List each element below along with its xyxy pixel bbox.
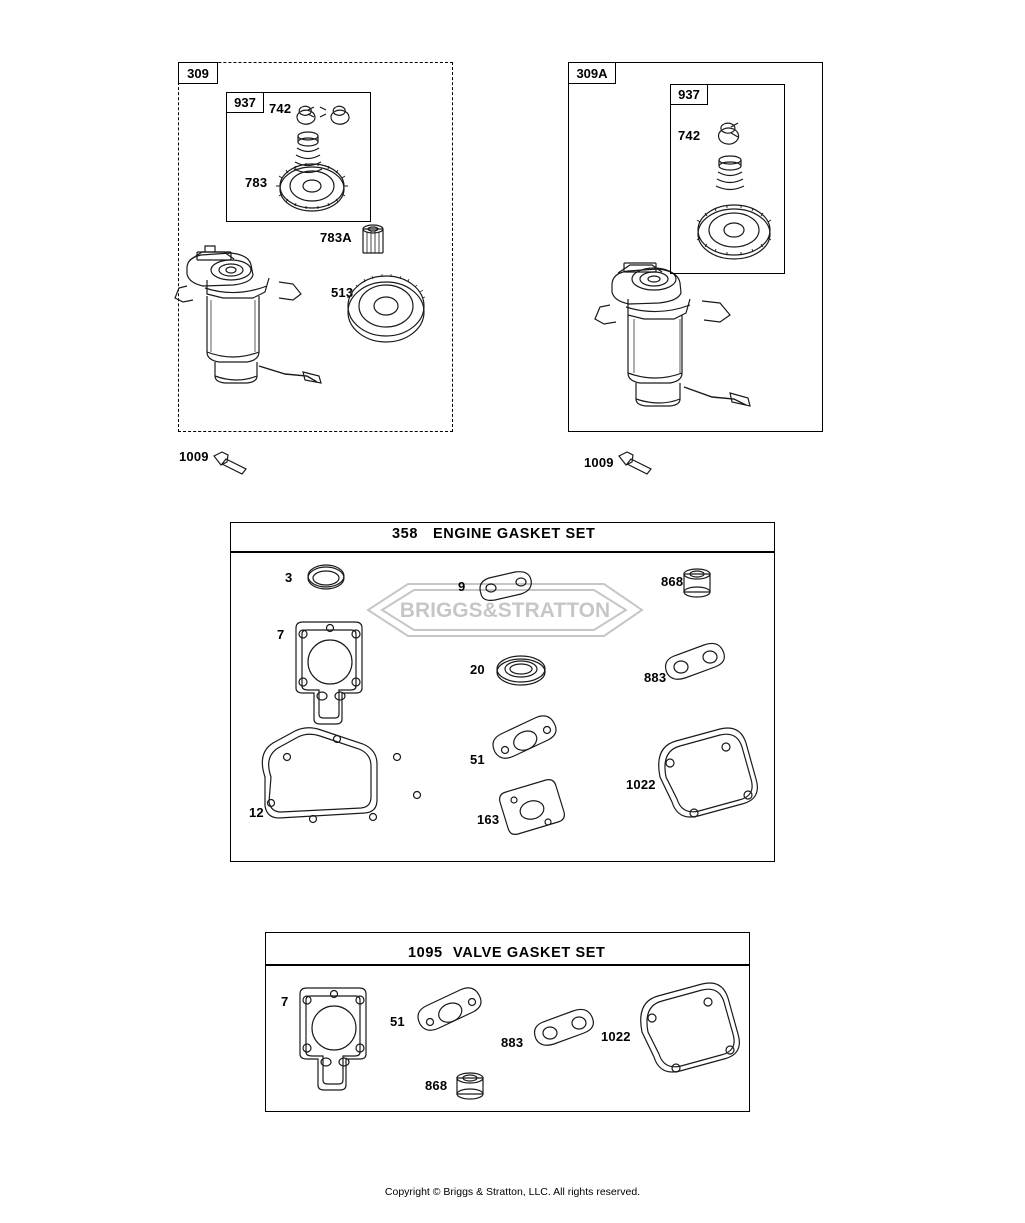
callout-51-valve: 51: [390, 1014, 405, 1029]
callout-742-left: 742: [269, 101, 292, 116]
callout-3: 3: [285, 570, 293, 585]
callout-9: 9: [458, 579, 466, 594]
panel-937-right: [670, 84, 785, 274]
callout-1009-right: 1009: [584, 455, 614, 470]
callout-7-valve: 7: [281, 994, 289, 1009]
panel-309-id-tag: 309: [178, 62, 218, 84]
callout-868-valve: 868: [425, 1078, 448, 1093]
callout-783: 783: [245, 175, 268, 190]
valve-gasket-set-ref: 1095: [408, 945, 443, 961]
callout-1022-engine: 1022: [626, 777, 656, 792]
callout-20: 20: [470, 662, 485, 677]
svg-text:BRIGGS&STRATTON: BRIGGS&STRATTON: [399, 599, 611, 622]
callout-783A: 783A: [320, 230, 352, 245]
callout-868-engine: 868: [661, 574, 684, 589]
briggs-stratton-watermark: [360, 570, 650, 650]
valve-gasket-set-title-divider: [265, 964, 750, 966]
engine-gasket-set-title-divider: [230, 551, 775, 553]
callout-7-engine: 7: [277, 627, 285, 642]
callout-163: 163: [477, 812, 500, 827]
callout-883-valve: 883: [501, 1035, 524, 1050]
panel-937-right-id-tag: 937: [670, 84, 708, 105]
panel-937-left-id-tag: 937: [226, 92, 264, 113]
callout-51-engine: 51: [470, 752, 485, 767]
engine-gasket-set-ref: 358: [392, 526, 418, 542]
panel-309a-id-tag: 309A: [568, 62, 616, 84]
callout-513: 513: [331, 285, 354, 300]
callout-12: 12: [249, 805, 264, 820]
copyright-footer: Copyright © Briggs & Stratton, LLC. All rights reserved.: [384, 1186, 641, 1198]
callout-1022-valve: 1022: [601, 1029, 631, 1044]
callout-1009-left: 1009: [179, 449, 209, 464]
engine-gasket-set-title: ENGINE GASKET SET: [433, 526, 596, 542]
callout-742-right: 742: [678, 128, 701, 143]
valve-gasket-set-title: VALVE GASKET SET: [453, 945, 606, 961]
callout-883-engine: 883: [644, 670, 667, 685]
